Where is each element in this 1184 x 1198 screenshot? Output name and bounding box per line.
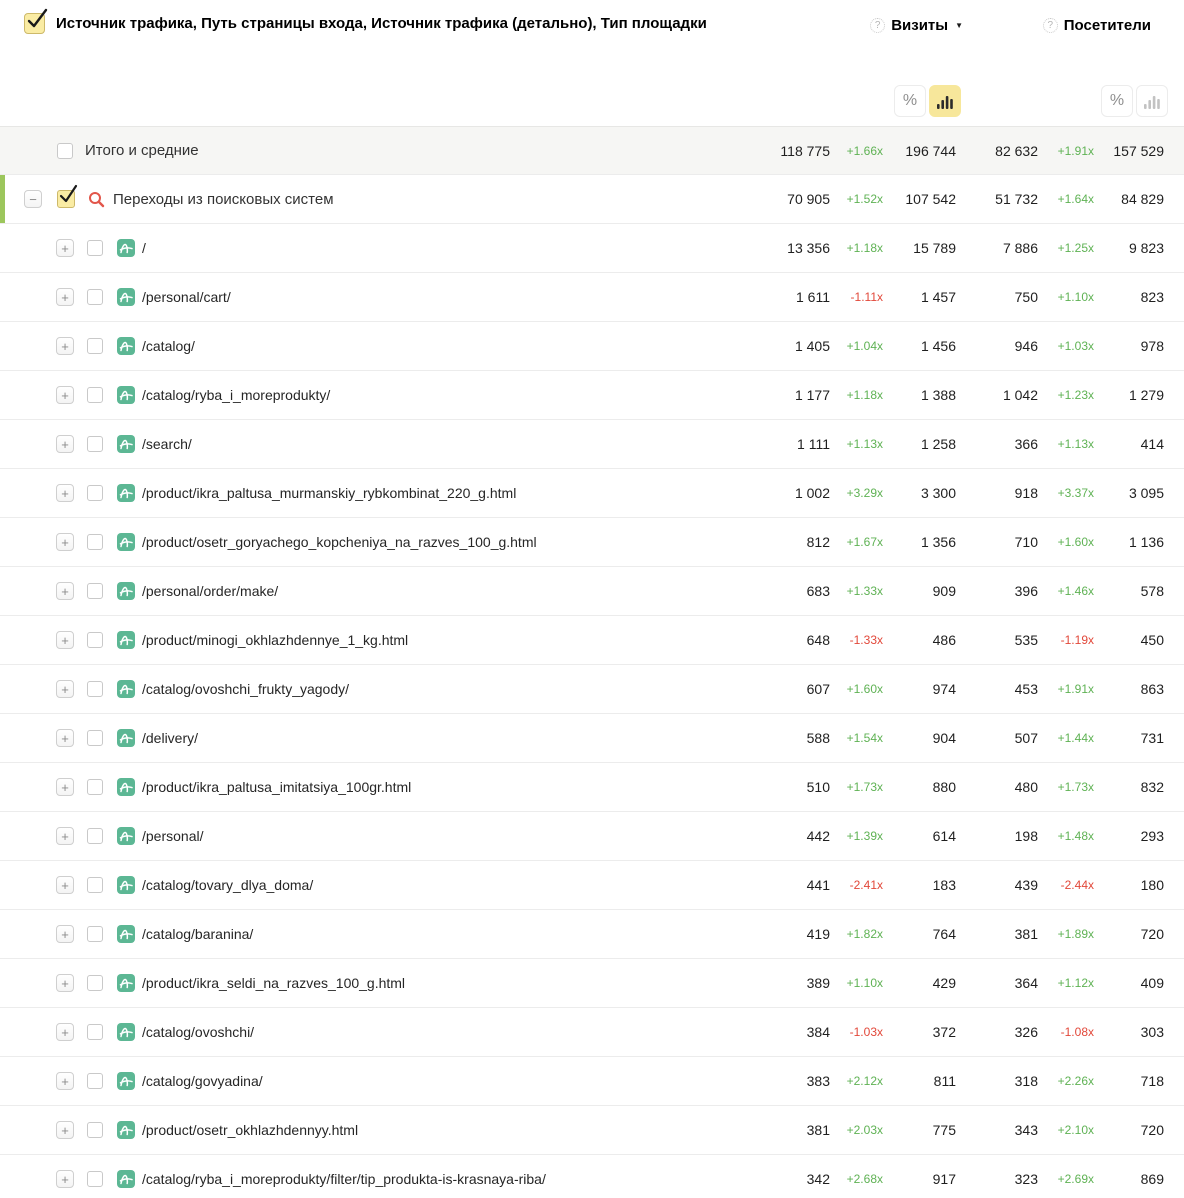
- entry-page-path[interactable]: /personal/order/make/: [142, 583, 279, 599]
- visitors-value: 946: [1014, 338, 1038, 354]
- collapse-button[interactable]: −: [24, 190, 42, 208]
- row-checkbox[interactable]: [57, 190, 75, 208]
- bar-chart-icon: [936, 94, 954, 109]
- visits-value: 648: [806, 632, 830, 648]
- site-favicon-icon: [117, 484, 135, 502]
- entry-page-path[interactable]: /: [142, 240, 146, 256]
- row-checkbox[interactable]: [87, 975, 103, 991]
- visitors-compare-value: 720: [1140, 926, 1164, 942]
- visits-value: 381: [806, 1122, 830, 1138]
- visitors-value: 343: [1014, 1122, 1038, 1138]
- visitors-display-toggles: [1101, 85, 1168, 117]
- expand-button[interactable]: +: [56, 386, 74, 404]
- table-row: [0, 469, 1184, 518]
- visitors-value: 1 042: [1002, 387, 1038, 403]
- entry-page-path[interactable]: /product/osetr_okhlazhdennyy.html: [142, 1122, 359, 1138]
- visitors-change: +2.69x: [1057, 1172, 1094, 1186]
- visitors-change: -1.08x: [1060, 1025, 1094, 1039]
- site-favicon-icon: [117, 876, 135, 894]
- visitors-compare-value: 832: [1140, 779, 1164, 795]
- help-icon[interactable]: ?: [870, 18, 885, 33]
- site-favicon-icon: [117, 925, 135, 943]
- row-checkbox[interactable]: [87, 1073, 103, 1089]
- visitors-compare-value: 1 279: [1128, 387, 1164, 403]
- visits-change: +1.04x: [846, 339, 883, 353]
- visits-value: 607: [806, 681, 830, 697]
- site-favicon-icon: [117, 1072, 135, 1090]
- visits-compare-value: 1 258: [920, 436, 956, 452]
- visitors-percent-toggle[interactable]: [1101, 85, 1133, 117]
- visits-value: 812: [806, 534, 830, 550]
- visitors-change: -1.19x: [1060, 633, 1094, 647]
- entry-page-path[interactable]: /delivery/: [142, 730, 199, 746]
- site-favicon-icon: [117, 435, 135, 453]
- entry-page-path[interactable]: /catalog/tovary_dlya_doma/: [142, 877, 314, 893]
- entry-page-path[interactable]: /catalog/ovoshchi/: [142, 1024, 255, 1040]
- visits-change: +1.13x: [846, 437, 883, 451]
- visitors-change: +1.89x: [1057, 927, 1094, 941]
- visits-change: -1.03x: [849, 1025, 883, 1039]
- table-row: [0, 567, 1184, 616]
- visitors-compare-value: 409: [1140, 975, 1164, 991]
- entry-page-path[interactable]: /search/: [142, 436, 192, 452]
- entry-page-path[interactable]: /product/minogi_okhlazhdennye_1_kg.html: [142, 632, 409, 648]
- visitors-compare-value: 293: [1140, 828, 1164, 844]
- entry-page-path[interactable]: /catalog/baranina/: [142, 926, 254, 942]
- visits-compare-value: 880: [932, 779, 956, 795]
- visitors-change: +1.25x: [1057, 241, 1094, 255]
- visitors-value: 366: [1014, 436, 1038, 452]
- row-checkbox[interactable]: [87, 1171, 103, 1187]
- table-row: [0, 518, 1184, 567]
- visitors-change: +1.64x: [1057, 192, 1094, 206]
- visitors-value: 453: [1014, 681, 1038, 697]
- visits-compare-value: 764: [932, 926, 956, 942]
- site-favicon-icon: [117, 386, 135, 404]
- visitors-compare-value: 823: [1140, 289, 1164, 305]
- visits-value: 1 177: [794, 387, 830, 403]
- visits-change: +2.12x: [846, 1074, 883, 1088]
- checkmark-icon: [58, 184, 80, 206]
- visitors-compare-value: 731: [1140, 730, 1164, 746]
- visits-compare-value: 429: [932, 975, 956, 991]
- table-row: [0, 420, 1184, 469]
- row-checkbox[interactable]: [87, 1024, 103, 1040]
- visits-display-toggles: [894, 85, 961, 117]
- visits-compare-value: 1 456: [920, 338, 956, 354]
- expand-button[interactable]: +: [56, 1072, 74, 1090]
- expand-button[interactable]: +: [56, 533, 74, 551]
- expand-button[interactable]: +: [56, 876, 74, 894]
- visitors-change: +1.12x: [1057, 976, 1094, 990]
- visitors-value: 439: [1014, 877, 1038, 893]
- site-favicon-icon: [117, 239, 135, 257]
- visitors-change: +3.37x: [1057, 486, 1094, 500]
- table-row: [0, 910, 1184, 959]
- table-row: [0, 371, 1184, 420]
- visits-change: +1.67x: [846, 535, 883, 549]
- visits-change: +1.39x: [846, 829, 883, 843]
- totals-row: [0, 126, 1184, 175]
- visits-value: 510: [806, 779, 830, 795]
- visits-change: +1.52x: [846, 192, 883, 206]
- visits-compare-value: 1 388: [920, 387, 956, 403]
- table-row: [0, 1106, 1184, 1155]
- visitors-change: +1.60x: [1057, 535, 1094, 549]
- visits-change: +2.03x: [846, 1123, 883, 1137]
- expand-button[interactable]: +: [56, 1023, 74, 1041]
- site-favicon-icon: [117, 337, 135, 355]
- visits-value: 118 775: [780, 142, 830, 159]
- expand-button[interactable]: +: [56, 680, 74, 698]
- table-row: [0, 763, 1184, 812]
- visitors-change: +1.48x: [1057, 829, 1094, 843]
- traffic-source-label[interactable]: Переходы из поисковых систем: [113, 190, 334, 208]
- visits-value: 1 111: [797, 436, 830, 452]
- visitors-value: 318: [1014, 1073, 1038, 1089]
- visitors-change: +1.73x: [1057, 780, 1094, 794]
- visitors-compare-value: 718: [1140, 1073, 1164, 1089]
- entry-page-path[interactable]: /catalog/ryba_i_moreprodukty/filter/tip_produkta-is-krasnaya-riba/: [142, 1171, 546, 1187]
- site-favicon-icon: [117, 533, 135, 551]
- entry-page-rows: [0, 224, 1184, 1198]
- expand-button[interactable]: +: [56, 288, 74, 306]
- site-favicon-icon: [117, 1023, 135, 1041]
- visitors-value: 381: [1014, 926, 1038, 942]
- row-checkbox[interactable]: [87, 730, 103, 746]
- expand-button[interactable]: +: [56, 778, 74, 796]
- visitors-value: 323: [1014, 1171, 1038, 1187]
- visits-value: 342: [806, 1171, 830, 1187]
- visits-compare-value: 196 744: [905, 142, 956, 159]
- row-checkbox[interactable]: [87, 240, 103, 256]
- visitors-chart-toggle[interactable]: [1136, 85, 1168, 117]
- visitors-change: +1.13x: [1057, 437, 1094, 451]
- visits-compare-value: 614: [932, 828, 956, 844]
- visitors-change: +1.44x: [1057, 731, 1094, 745]
- visitors-value: 710: [1014, 534, 1038, 550]
- visits-change: +1.33x: [846, 584, 883, 598]
- row-checkbox[interactable]: [87, 289, 103, 305]
- dimensions-header: [24, 13, 707, 35]
- visitors-value: 480: [1014, 779, 1038, 795]
- expand-button[interactable]: +: [56, 1121, 74, 1139]
- table-row: [0, 861, 1184, 910]
- visitors-change: +1.10x: [1057, 290, 1094, 304]
- row-checkbox[interactable]: [87, 681, 103, 697]
- percent-icon: %: [902, 92, 918, 109]
- row-checkbox[interactable]: [87, 436, 103, 452]
- expand-button[interactable]: +: [56, 435, 74, 453]
- visits-change: +1.54x: [846, 731, 883, 745]
- visitors-change: +2.10x: [1057, 1123, 1094, 1137]
- visits-value: 1 405: [794, 338, 830, 354]
- visits-compare-value: 372: [932, 1024, 956, 1040]
- entry-page-path[interactable]: /personal/: [142, 828, 204, 844]
- visitors-value: 364: [1014, 975, 1038, 991]
- visits-percent-toggle[interactable]: [894, 85, 926, 117]
- table-row: [0, 1155, 1184, 1198]
- expand-button[interactable]: +: [56, 925, 74, 943]
- visitors-compare-value: 9 823: [1128, 240, 1164, 256]
- visits-value: 1 611: [796, 289, 830, 305]
- visits-compare-value: 917: [932, 1171, 956, 1187]
- visitors-value: 7 886: [1002, 240, 1038, 256]
- visitors-compare-value: 1 136: [1128, 534, 1164, 550]
- visits-change: -2.41x: [849, 878, 883, 892]
- totals-label: Итого и средние: [85, 142, 199, 159]
- visitors-change: +1.91x: [1057, 682, 1094, 696]
- expand-button[interactable]: +: [56, 337, 74, 355]
- row-checkbox[interactable]: [87, 534, 103, 550]
- visits-value: 683: [806, 583, 830, 599]
- table-row: [0, 1057, 1184, 1106]
- visitors-value: 918: [1014, 485, 1038, 501]
- expand-button[interactable]: +: [56, 974, 74, 992]
- visits-change: +1.10x: [846, 976, 883, 990]
- expand-button[interactable]: +: [56, 827, 74, 845]
- visits-compare-value: 107 542: [905, 191, 956, 207]
- visits-change: +1.18x: [846, 388, 883, 402]
- row-checkbox[interactable]: [87, 485, 103, 501]
- visitors-compare-value: 578: [1140, 583, 1164, 599]
- visits-value: 588: [806, 730, 830, 746]
- checkmark-icon: [25, 7, 51, 33]
- visitors-value: 396: [1014, 583, 1038, 599]
- site-favicon-icon: [117, 288, 135, 306]
- dimensions-title: Источник трафика, Путь страницы входа, Источник трафика (детально), Тип площадки: [56, 15, 707, 32]
- visitors-compare-value: 720: [1140, 1122, 1164, 1138]
- select-all-checkbox[interactable]: [24, 13, 45, 34]
- site-favicon-icon: [117, 1121, 135, 1139]
- table-row: [0, 1008, 1184, 1057]
- table-row: [0, 273, 1184, 322]
- row-checkbox[interactable]: [57, 143, 73, 159]
- visits-column-header[interactable]: [870, 17, 963, 34]
- row-checkbox[interactable]: [87, 632, 103, 648]
- visitors-change: +1.91x: [1057, 143, 1094, 158]
- entry-page-path[interactable]: /product/osetr_goryachego_kopcheniya_na_razves_100_g.html: [142, 534, 537, 550]
- table-header: [0, 0, 1184, 126]
- visits-compare-value: 811: [933, 1073, 956, 1089]
- site-favicon-icon: [117, 631, 135, 649]
- row-checkbox[interactable]: [87, 583, 103, 599]
- visitors-change: -2.44x: [1060, 878, 1094, 892]
- table-row: [0, 322, 1184, 371]
- visits-value: 389: [806, 975, 830, 991]
- visits-compare-value: 909: [932, 583, 956, 599]
- expand-button[interactable]: +: [56, 582, 74, 600]
- site-favicon-icon: [117, 729, 135, 747]
- entry-page-path[interactable]: /product/ikra_paltusa_imitatsiya_100gr.html: [142, 779, 412, 795]
- visitors-value: 198: [1014, 828, 1038, 844]
- entry-page-path[interactable]: /catalog/govyadina/: [142, 1073, 263, 1089]
- visitors-compare-value: 84 829: [1121, 191, 1164, 207]
- visits-change: -1.11x: [850, 290, 883, 304]
- search-engine-icon: [88, 191, 105, 208]
- visits-change: +1.18x: [846, 241, 883, 255]
- row-checkbox[interactable]: [87, 338, 103, 354]
- visits-compare-value: 974: [932, 681, 956, 697]
- visitors-change: +1.03x: [1057, 339, 1094, 353]
- entry-page-path[interactable]: /catalog/ryba_i_moreprodukty/: [142, 387, 331, 403]
- visitors-value: 507: [1014, 730, 1038, 746]
- visits-value: 13 356: [787, 240, 830, 256]
- visitors-change: +2.26x: [1057, 1074, 1094, 1088]
- visits-compare-value: 183: [932, 877, 956, 893]
- table-row: [0, 224, 1184, 273]
- expand-button[interactable]: +: [56, 729, 74, 747]
- visits-change: +2.68x: [846, 1172, 883, 1186]
- bar-chart-icon: [1143, 94, 1161, 109]
- table-row: [0, 665, 1184, 714]
- visitors-compare-value: 869: [1140, 1171, 1164, 1187]
- table-row: [0, 616, 1184, 665]
- visits-compare-value: 904: [932, 730, 956, 746]
- visits-change: +1.60x: [846, 682, 883, 696]
- visits-change: +1.66x: [846, 143, 883, 158]
- visitors-compare-value: 450: [1140, 632, 1164, 648]
- expand-button[interactable]: +: [56, 631, 74, 649]
- entry-page-path[interactable]: /personal/cart/: [142, 289, 231, 305]
- visitors-value: 750: [1014, 289, 1038, 305]
- visits-value: 383: [806, 1073, 830, 1089]
- visitors-column-header[interactable]: [1043, 17, 1151, 34]
- row-checkbox[interactable]: [87, 828, 103, 844]
- visits-value: 441: [806, 877, 830, 893]
- expand-button[interactable]: +: [56, 484, 74, 502]
- visitors-change: +1.46x: [1057, 584, 1094, 598]
- visits-change: -1.33x: [849, 633, 883, 647]
- entry-page-path[interactable]: /catalog/ovoshchi_frukty_yagody/: [142, 681, 350, 697]
- site-favicon-icon: [117, 1170, 135, 1188]
- visits-compare-value: 15 789: [913, 240, 956, 256]
- visits-value: 384: [806, 1024, 830, 1040]
- row-checkbox[interactable]: [87, 779, 103, 795]
- site-favicon-icon: [117, 974, 135, 992]
- visitors-change: +1.23x: [1057, 388, 1094, 402]
- visitors-compare-value: 3 095: [1128, 485, 1164, 501]
- site-favicon-icon: [117, 827, 135, 845]
- sort-arrow-icon: ▼: [955, 21, 963, 30]
- entry-page-path[interactable]: /product/ikra_seldi_na_razves_100_g.html: [142, 975, 406, 991]
- site-favicon-icon: [117, 582, 135, 600]
- visitors-compare-value: 180: [1140, 877, 1164, 893]
- row-checkbox[interactable]: [87, 387, 103, 403]
- visitors-compare-value: 863: [1140, 681, 1164, 697]
- row-checkbox[interactable]: [87, 877, 103, 893]
- entry-page-path[interactable]: /catalog/: [142, 338, 195, 354]
- visits-value: 70 905: [787, 191, 830, 207]
- visits-value: 419: [806, 926, 830, 942]
- visits-chart-toggle[interactable]: [929, 85, 961, 117]
- visitors-value: 326: [1014, 1024, 1038, 1040]
- entry-page-path[interactable]: /product/ikra_paltusa_murmanskiy_rybkombinat_220_g.html: [142, 485, 517, 501]
- visits-change: +1.82x: [846, 927, 883, 941]
- site-favicon-icon: [117, 680, 135, 698]
- visitors-compare-value: 157 529: [1113, 142, 1164, 159]
- visits-value: 442: [806, 828, 830, 844]
- row-checkbox[interactable]: [87, 926, 103, 942]
- site-favicon-icon: [117, 778, 135, 796]
- help-icon[interactable]: ?: [1043, 18, 1058, 33]
- visits-compare-value: 775: [932, 1122, 956, 1138]
- selected-row-stripe: [0, 175, 5, 223]
- expand-button[interactable]: +: [56, 239, 74, 257]
- visitors-value: 51 732: [995, 191, 1038, 207]
- visits-compare-value: 1 457: [920, 289, 956, 305]
- percent-icon: %: [1109, 92, 1125, 109]
- table-row: [0, 959, 1184, 1008]
- visitors-compare-value: 978: [1140, 338, 1164, 354]
- expand-button[interactable]: +: [56, 1170, 74, 1188]
- visits-compare-value: 3 300: [920, 485, 956, 501]
- table-row: [0, 714, 1184, 763]
- traffic-source-group-row: [0, 175, 1184, 224]
- row-checkbox[interactable]: [87, 1122, 103, 1138]
- visits-label: Визиты: [891, 17, 949, 34]
- visitors-compare-value: 414: [1140, 436, 1164, 452]
- visitors-compare-value: 303: [1140, 1024, 1164, 1040]
- visits-compare-value: 486: [932, 632, 956, 648]
- visits-value: 1 002: [794, 485, 830, 501]
- visitors-label: Посетители: [1063, 17, 1151, 34]
- visits-compare-value: 1 356: [920, 534, 956, 550]
- visitors-value: 82 632: [995, 142, 1038, 159]
- visits-change: +1.73x: [846, 780, 883, 794]
- table-row: [0, 812, 1184, 861]
- visitors-value: 535: [1014, 632, 1038, 648]
- visits-change: +3.29x: [846, 486, 883, 500]
